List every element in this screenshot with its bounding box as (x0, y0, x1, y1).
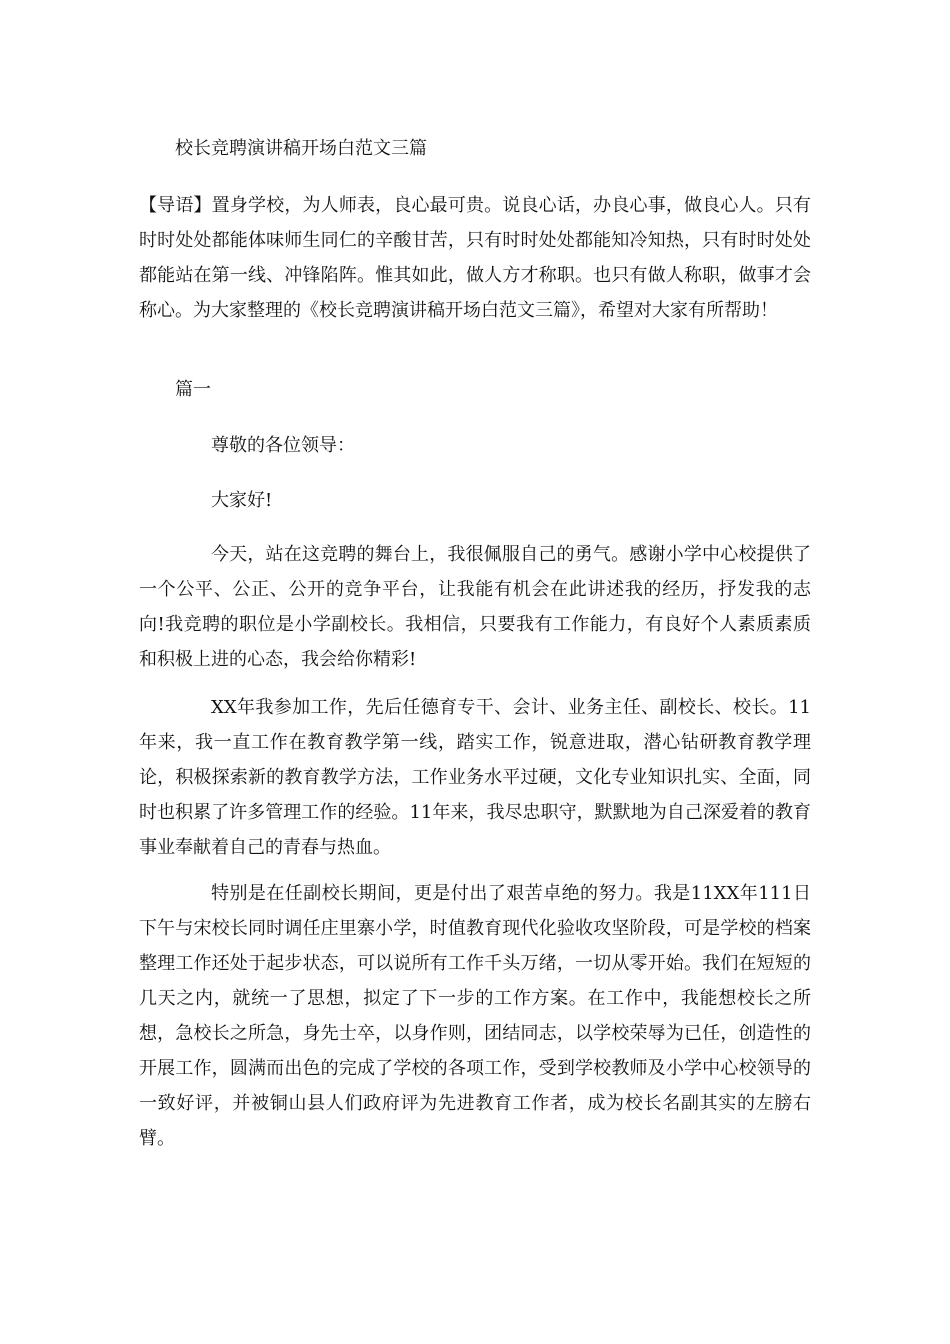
body-paragraph-2: XX年我参加工作，先后任德育专干、会计、业务主任、副校长、校长。11年来，我一直工作在教育教学第一线，踏实工作，锐意进取，潜心钻研教育教学理论，积极探索新的教育教学方法，工作业务水平过硬，文化专业知识扎实、全面，同时也积累了许多管理工作的经验。11年来，我尽忠职守，默默地为自己深爱着的教育事业奉献着自己的青春与热血。 (139, 697, 811, 858)
section-label: 篇一 (175, 379, 211, 400)
greeting: 大家好! (211, 490, 273, 511)
intro-paragraph: 【导语】置身学校，为人师表，良心最可贵。说良心话，办良心事，做良心人。只有时时处处都能体味师生同仁的辛酸甘苦，只有时时处处都能知冷知热，只有时时处处都能站在第一线、冲锋陷阵。惟其如此，做人方才称职。也只有做人称职，做事才会称心。为大家整理的《校长竞聘演讲稿开场白范文三篇》，希望对大家有所帮助！ (139, 195, 811, 321)
body-paragraph-1: 今天，站在这竞聘的舞台上，我很佩服自己的勇气。感谢小学中心校提供了一个公平、公正、公开的竞争平台，让我能有机会在此讲述我的经历，抒发我的志向!我竞聘的职位是小学副校长。我相信，只要我有工作能力，有良好个人素质素质和积极上进的心态，我会给你精彩! (139, 544, 811, 670)
body-paragraph-3: 特别是在任副校长期间，更是付出了艰苦卓绝的努力。我是11XX年111日下午与宋校长同时调任庄里寨小学，时值教育现代化验收攻坚阶段，可是学校的档案整理工作还处于起步状态，可以说所有工作千头万绪，一切从零开始。我们在短短的几天之内，就统一了思想，拟定了下一步的工作方案。在工作中，我能想校长之所想，急校长之所急，身先士卒，以身作则，团结同志，以学校荣辱为已任，创造性的开展工作，圆满而出色的完成了学校的各项工作，受到学校教师及小学中心校领导的一致好评，并被铜山县人们政府评为先进教育工作者，成为校长名副其实的左膀右臂。 (139, 883, 811, 1149)
document-title: 校长竞聘演讲稿开场白范文三篇 (175, 138, 427, 159)
salutation: 尊敬的各位领导： (211, 435, 355, 456)
